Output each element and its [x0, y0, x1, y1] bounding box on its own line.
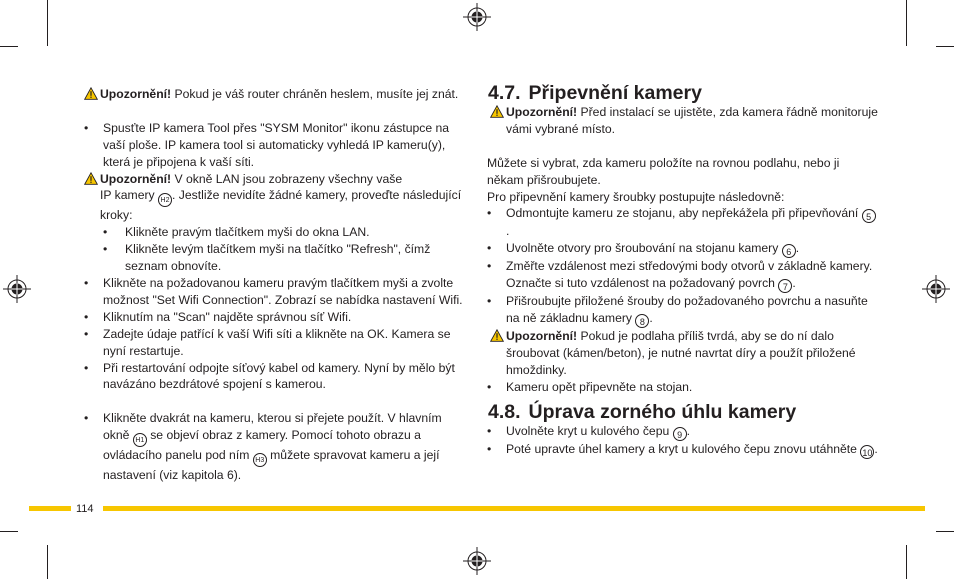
- warning-triangle-icon: [84, 172, 98, 185]
- sub-list-item: • Klikněte pravým tlačítkem myši do okna LAN.: [103, 224, 468, 241]
- warning-label: Upozornění!: [506, 105, 578, 119]
- crop-mark: [47, 0, 48, 46]
- paragraph: Můžete si vybrat, zda kameru položíte na rovnou podlahu, nebo ji někam přišroubujete.: [487, 155, 840, 187]
- list-item: • Kameru opět připevněte na stojan.: [487, 379, 879, 396]
- warning-note: [490, 104, 879, 138]
- crop-mark: [936, 531, 954, 532]
- list-text: Uvolněte kryt u kulového čepu: [506, 423, 673, 438]
- warning-note: [84, 86, 468, 103]
- section-number: 4.8.: [488, 400, 521, 423]
- section-heading-4-8: [488, 401, 879, 423]
- registration-mark-icon: [3, 275, 31, 303]
- list-text: Uvolněte otvory pro šroubování na stojanu kamery: [506, 241, 782, 256]
- warning-text: Před instalací se ujistěte, zda kamera řádně monitoruje vámi vybrané místo.: [506, 105, 878, 136]
- list-item: • Klikněte na požadovanou kameru pravým tlačítkem myši a zvolte možnost "Set Wifi Connection". Zobrazí se nabídka nastavení Wifi.: [84, 275, 468, 309]
- marker-9: 9: [673, 427, 687, 441]
- warning-label: Upozornění!: [100, 87, 172, 101]
- instruction-list: [487, 205, 879, 328]
- crop-mark: [936, 46, 954, 47]
- list-text: se objeví obraz z kamery. Pomocí tohoto obrazu a ovládacího panelu pod ním: [103, 428, 421, 463]
- list-item: • Poté upravte úhel kamery a kryt u kulového čepu znovu utáhněte 10 .: [487, 441, 879, 459]
- section-heading-4-7: [488, 82, 879, 104]
- sub-list-item: • Klikněte levým tlačítkem myši na tlačítko "Refresh", čímž seznam obnovíte.: [103, 241, 468, 275]
- warning-label: Upozornění!: [100, 171, 172, 186]
- section-title: Připevnění kamery: [528, 82, 702, 104]
- crop-mark: [906, 0, 907, 46]
- marker-8: 8: [635, 314, 649, 328]
- marker-h3: H3: [253, 453, 267, 467]
- warning-triangle-icon: [490, 329, 504, 342]
- warning-text: . Jestliže nevidíte žádné kamery, proveďte následující kroky:: [100, 188, 462, 223]
- left-column: [84, 86, 468, 484]
- warning-triangle-icon: [490, 105, 504, 118]
- footer-bar-right: [103, 506, 925, 511]
- list-text: Přišroubujte přiložené šrouby do požadovaného povrchu a nasuňte na ně základnu kamery: [506, 294, 868, 326]
- marker-h1: H1: [133, 433, 147, 447]
- warning-label: Upozornění!: [506, 329, 578, 344]
- instruction-list: [487, 379, 879, 396]
- list-item: • Uvolněte otvory pro šroubování na stojanu kamery 6 .: [487, 240, 879, 258]
- page-number: 114: [76, 503, 94, 515]
- marker-h2: H2: [158, 193, 172, 207]
- marker-7: 7: [778, 279, 792, 293]
- list-text: Klikněte dvakrát na kameru, kterou si přejete použít. V hlavním okně: [103, 411, 442, 443]
- warning-note: [490, 328, 879, 379]
- marker-5: 5: [862, 209, 876, 223]
- paragraph: Pro připevnění kamery šroubky postupujte následovně:: [487, 189, 785, 204]
- registration-mark-icon: [922, 275, 950, 303]
- sub-list: [103, 224, 468, 275]
- marker-10: 10: [860, 445, 874, 459]
- list-text: Poté upravte úhel kamery a kryt u kulového čepu znovu utáhněte: [506, 441, 861, 456]
- warning-text: Pokud je podlaha příliš tvrdá, aby se do ní dalo šroubovat (kámen/beton), je nutné navrtat díry a použít přiložené hmoždinky.: [506, 329, 856, 377]
- warning-note: [84, 171, 468, 225]
- list-text: Změřte vzdálenost mezi středovými body otvorů v základně kamery. Označte si tuto vzdálenost na požadovaný povrch: [506, 259, 873, 291]
- crop-mark: [906, 545, 907, 579]
- list-item: • Při restartování odpojte síťový kabel od kamery. Nyní by mělo být navázáno bezdrátové spojení s kamerou.: [84, 360, 468, 394]
- registration-mark-icon: [463, 3, 491, 31]
- instruction-list: [84, 275, 468, 393]
- list-item: • Spusťte IP kamera Tool přes "SYSM Monitor" ikonu zástupce na vaší ploše. IP kamera tool si automaticky vyhledá IP kameru(y), která je připojena k vaší síti.: [84, 120, 468, 171]
- crop-mark: [0, 531, 18, 532]
- footer-bar-left: [29, 506, 71, 511]
- list-text: můžete spravovat kameru a její nastavení (viz kapitola 6).: [103, 448, 440, 483]
- list-item: • Uvolněte kryt u kulového čepu 9 .: [487, 423, 879, 441]
- list-item: • Zadejte údaje patřící k vaší Wifi síti a klikněte na OK. Kamera se nyní restartuje.: [84, 326, 468, 360]
- list-item: • Odmontujte kameru ze stojanu, aby nepřekážela při připevňování 5.: [487, 205, 879, 240]
- section-title: Úprava zorného úhlu kamery: [528, 400, 797, 423]
- instruction-list: [84, 120, 468, 171]
- warning-triangle-icon: [84, 87, 98, 100]
- warning-text: IP kamery: [100, 188, 159, 203]
- warning-text: V okně LAN jsou zobrazeny všechny vaše: [171, 171, 403, 186]
- list-item: [84, 410, 468, 484]
- warning-text: Pokud je váš router chráněn heslem, musíte jej znát.: [171, 87, 459, 101]
- registration-mark-icon: [463, 547, 491, 575]
- instruction-list: [84, 410, 468, 484]
- list-item: • Změřte vzdálenost mezi středovými body otvorů v základně kamery. Označte si tuto vzdálenost na požadovaný povrch 7 .: [487, 258, 879, 293]
- crop-mark: [47, 545, 48, 579]
- list-item: • Kliknutím na "Scan" najděte správnou síť Wifi.: [84, 309, 468, 326]
- list-item: • Přišroubujte přiložené šrouby do požadovaného povrchu a nasuňte na ně základnu kamery 8 .: [487, 293, 879, 328]
- instruction-list: [487, 423, 879, 459]
- right-column: [487, 82, 879, 459]
- marker-6: 6: [782, 244, 796, 258]
- list-text: Odmontujte kameru ze stojanu, aby nepřekážela při připevňování: [506, 206, 862, 221]
- section-number: 4.7.: [488, 82, 521, 104]
- crop-mark: [0, 46, 18, 47]
